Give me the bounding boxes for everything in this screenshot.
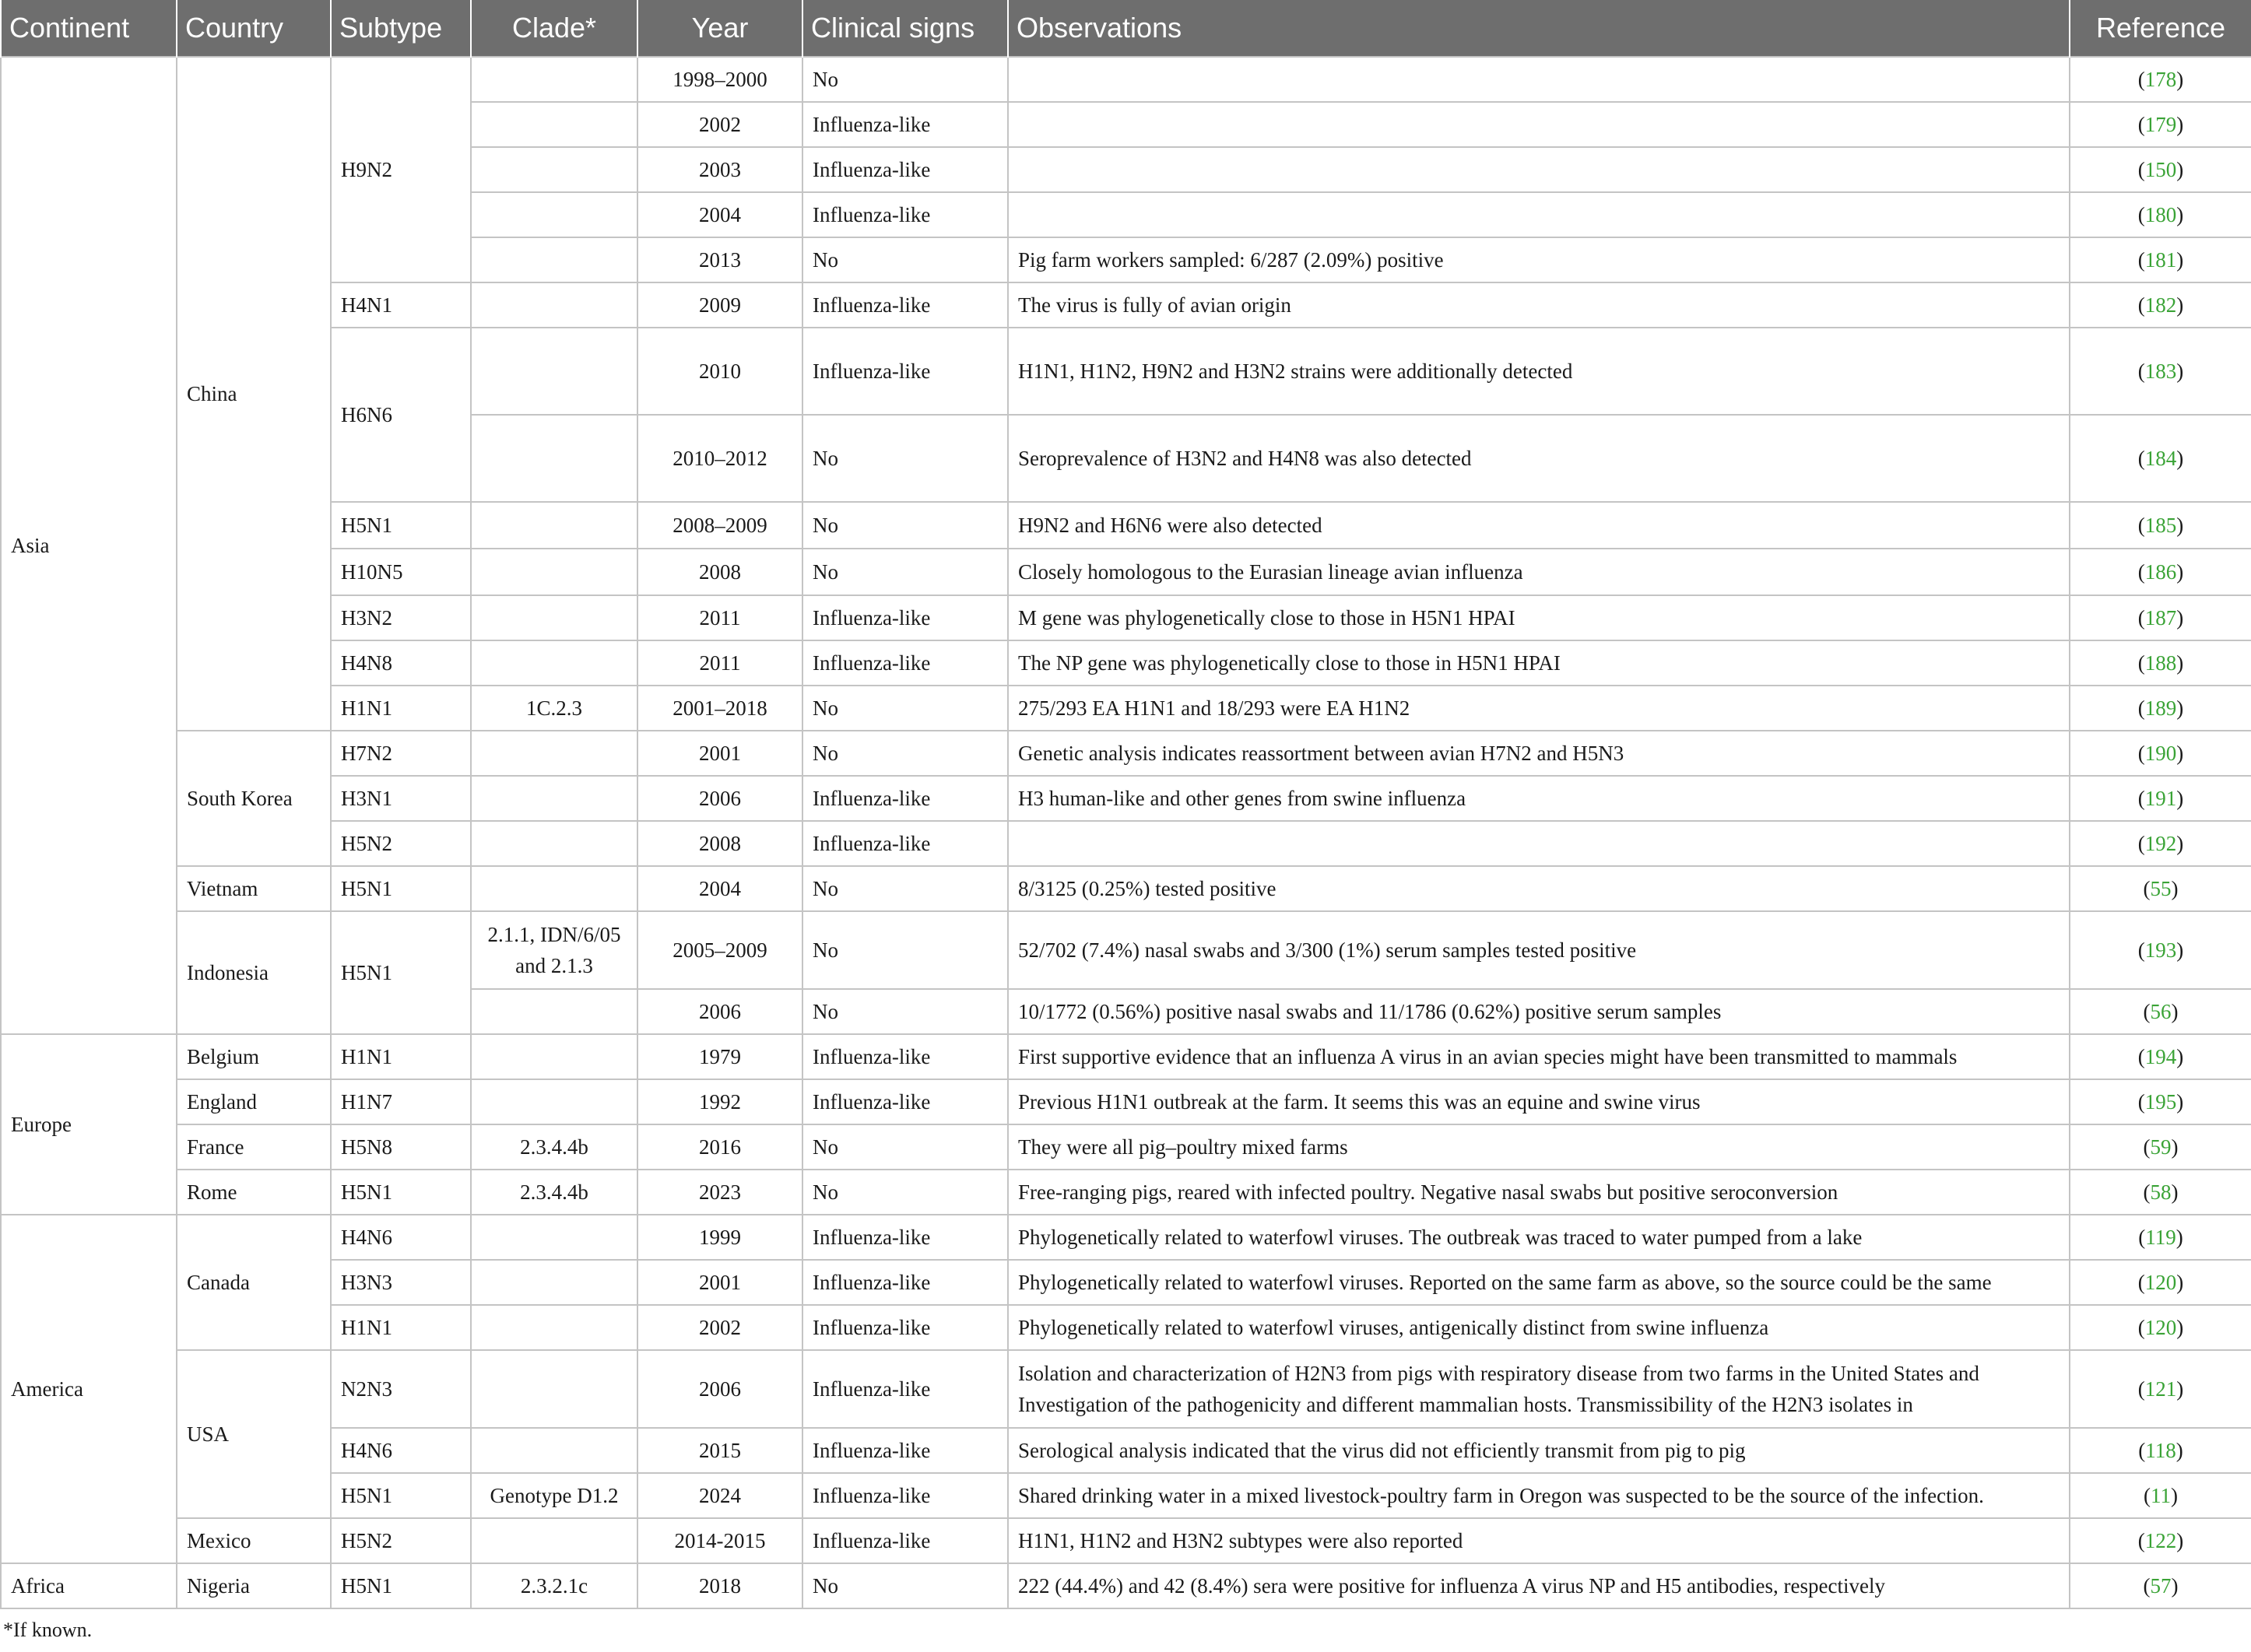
observations-cell: H3 human-like and other genes from swine influenza [1008, 776, 2070, 821]
header-subtype: Subtype [331, 0, 471, 57]
observations-cell: 222 (44.4%) and 42 (8.4%) sera were positive for influenza A virus NP and H5 antibodies, respectively [1008, 1563, 2070, 1608]
observations-cell [1008, 821, 2070, 866]
clinical-signs-cell: Influenza-like [802, 595, 1008, 640]
reference-link[interactable]: 187 [2144, 606, 2177, 630]
reference-link[interactable]: 192 [2144, 832, 2177, 855]
reference-link[interactable]: 120 [2144, 1316, 2177, 1339]
subtype-cell: H4N1 [331, 282, 471, 328]
country-cell: USA [177, 1350, 331, 1518]
subtype-cell: H10N5 [331, 549, 471, 595]
continent-cell: America [1, 1215, 177, 1563]
table-row [1, 595, 2251, 640]
reference-link[interactable]: 120 [2144, 1271, 2177, 1294]
subtype-cell: H7N2 [331, 731, 471, 776]
clinical-signs-cell: Influenza-like [802, 282, 1008, 328]
year-cell: 2001 [637, 1260, 802, 1305]
clinical-signs-cell: Influenza-like [802, 1305, 1008, 1350]
clinical-signs-cell: No [802, 237, 1008, 282]
country-cell: China [177, 57, 331, 731]
table-row [1, 1215, 2251, 1260]
observations-cell: Phylogenetically related to waterfowl viruses. Reported on the same farm as above, so the source could be the same [1008, 1260, 2070, 1305]
country-cell: Rome [177, 1170, 331, 1215]
subtype-cell: H3N3 [331, 1260, 471, 1305]
subtype-cell: H3N2 [331, 595, 471, 640]
reference-link[interactable]: 195 [2144, 1090, 2177, 1114]
reference-cell: (187) [2070, 595, 2251, 640]
table-row [1, 328, 2251, 415]
observations-cell: Genetic analysis indicates reassortment between avian H7N2 and H5N3 [1008, 731, 2070, 776]
observations-cell: Isolation and characterization of H2N3 from pigs with respiratory disease from two farms in the United States and Investigation of the pathogenicity and different mammalian hosts. Transmissibility of the H2N3 isolates in [1008, 1350, 2070, 1428]
subtype-cell: H1N1 [331, 686, 471, 731]
reference-cell: (11) [2070, 1473, 2251, 1518]
subtype-cell: H5N1 [331, 502, 471, 549]
clade-cell [471, 1350, 637, 1428]
year-cell: 2004 [637, 866, 802, 911]
clade-cell [471, 1260, 637, 1305]
clinical-signs-cell: Influenza-like [802, 1473, 1008, 1518]
clinical-signs-cell: Influenza-like [802, 1260, 1008, 1305]
year-cell: 1999 [637, 1215, 802, 1260]
year-cell: 1992 [637, 1079, 802, 1124]
reference-link[interactable]: 186 [2144, 560, 2177, 584]
continent-cell: Asia [1, 57, 177, 1034]
subtype-cell: N2N3 [331, 1350, 471, 1428]
clinical-signs-cell: Influenza-like [802, 776, 1008, 821]
table-row [1, 776, 2251, 821]
observations-cell: 275/293 EA H1N1 and 18/293 were EA H1N2 [1008, 686, 2070, 731]
year-cell: 2002 [637, 1305, 802, 1350]
year-cell: 2003 [637, 147, 802, 192]
year-cell: 2014-2015 [637, 1518, 802, 1563]
reference-cell: (57) [2070, 1563, 2251, 1608]
reference-link[interactable]: 121 [2144, 1377, 2177, 1401]
continent-cell: Europe [1, 1034, 177, 1215]
clade-cell [471, 821, 637, 866]
observations-cell: Serological analysis indicated that the virus did not efficiently transmit from pig to pig [1008, 1428, 2070, 1473]
subtype-cell: H5N8 [331, 1124, 471, 1170]
clinical-signs-cell: No [802, 866, 1008, 911]
clinical-signs-cell: Influenza-like [802, 102, 1008, 147]
year-cell: 2010 [637, 328, 802, 415]
table-row [1, 1124, 2251, 1170]
reference-cell: (181) [2070, 237, 2251, 282]
year-cell: 2013 [637, 237, 802, 282]
clinical-signs-cell: No [802, 1170, 1008, 1215]
subtype-cell: H5N1 [331, 1563, 471, 1608]
clade-cell: 2.3.4.4b [471, 1124, 637, 1170]
subtype-cell: H3N1 [331, 776, 471, 821]
header-continent: Continent [1, 0, 177, 57]
table-row [1, 1350, 2251, 1428]
clinical-signs-cell: No [802, 549, 1008, 595]
reference-cell: (178) [2070, 57, 2251, 102]
clade-cell [471, 328, 637, 415]
reference-cell: (186) [2070, 549, 2251, 595]
reference-cell: (193) [2070, 911, 2251, 989]
header-clinical-signs: Clinical signs [802, 0, 1008, 57]
country-cell: Mexico [177, 1518, 331, 1563]
table-row [1, 1428, 2251, 1473]
year-cell: 2008 [637, 549, 802, 595]
observations-cell: Phylogenetically related to waterfowl viruses. The outbreak was traced to water pumped from a lake [1008, 1215, 2070, 1260]
reference-cell: (185) [2070, 502, 2251, 549]
reference-link[interactable]: 119 [2145, 1226, 2176, 1249]
clinical-signs-cell: No [802, 686, 1008, 731]
subtype-cell: H1N1 [331, 1034, 471, 1079]
clade-cell [471, 1215, 637, 1260]
reference-cell: (59) [2070, 1124, 2251, 1170]
year-cell: 2011 [637, 640, 802, 686]
clinical-signs-cell: No [802, 415, 1008, 502]
table-row [1, 866, 2251, 911]
clade-cell [471, 1428, 637, 1473]
reference-cell: (189) [2070, 686, 2251, 731]
clinical-signs-cell: No [802, 502, 1008, 549]
subtype-cell: H5N1 [331, 911, 471, 1034]
observations-cell: Previous H1N1 outbreak at the farm. It seems this was an equine and swine virus [1008, 1079, 2070, 1124]
observations-cell: Free-ranging pigs, reared with infected poultry. Negative nasal swabs but positive seroconversion [1008, 1170, 2070, 1215]
clade-cell [471, 640, 637, 686]
reference-cell: (190) [2070, 731, 2251, 776]
clinical-signs-cell: No [802, 731, 1008, 776]
clade-cell: 2.3.2.1c [471, 1563, 637, 1608]
observations-cell: Phylogenetically related to waterfowl viruses, antigenically distinct from swine influenza [1008, 1305, 2070, 1350]
country-cell: England [177, 1079, 331, 1124]
clade-cell: 1C.2.3 [471, 686, 637, 731]
clinical-signs-cell: Influenza-like [802, 1079, 1008, 1124]
subtype-cell: H5N1 [331, 1170, 471, 1215]
year-cell: 2001–2018 [637, 686, 802, 731]
clade-cell: 2.1.1, IDN/6/05 and 2.1.3 [471, 911, 637, 989]
reference-link[interactable]: 11 [2151, 1484, 2171, 1507]
year-cell: 2008 [637, 821, 802, 866]
observations-cell [1008, 57, 2070, 102]
header-country: Country [177, 0, 331, 57]
reference-cell: (184) [2070, 415, 2251, 502]
reference-cell: (119) [2070, 1215, 2251, 1260]
year-cell: 2011 [637, 595, 802, 640]
reference-link[interactable]: 185 [2144, 514, 2177, 537]
subtype-cell: H9N2 [331, 57, 471, 282]
reference-cell: (55) [2070, 866, 2251, 911]
subtype-cell: H1N1 [331, 1305, 471, 1350]
clade-cell [471, 1034, 637, 1079]
year-cell: 2018 [637, 1563, 802, 1608]
observations-cell [1008, 192, 2070, 237]
year-cell: 2006 [637, 1350, 802, 1428]
table-row [1, 821, 2251, 866]
clade-cell: 2.3.4.4b [471, 1170, 637, 1215]
clinical-signs-cell: No [802, 1563, 1008, 1608]
year-cell: 1979 [637, 1034, 802, 1079]
clinical-signs-cell: Influenza-like [802, 1215, 1008, 1260]
clade-cell [471, 282, 637, 328]
subtype-cell: H6N6 [331, 328, 471, 502]
clade-cell [471, 415, 637, 502]
observations-cell: H1N1, H1N2, H9N2 and H3N2 strains were additionally detected [1008, 328, 2070, 415]
country-cell: Indonesia [177, 911, 331, 1034]
observations-cell: H9N2 and H6N6 were also detected [1008, 502, 2070, 549]
subtype-cell: H5N1 [331, 866, 471, 911]
header-row [1, 0, 2251, 57]
reference-link[interactable]: 179 [2144, 113, 2177, 136]
observations-cell [1008, 147, 2070, 192]
table-row [1, 640, 2251, 686]
observations-cell: 52/702 (7.4%) nasal swabs and 3/300 (1%) serum samples tested positive [1008, 911, 2070, 989]
table-row [1, 1518, 2251, 1563]
table-row [1, 282, 2251, 328]
reference-link[interactable]: 59 [2150, 1135, 2172, 1159]
reference-link[interactable]: 180 [2144, 203, 2177, 226]
clinical-signs-cell: Influenza-like [802, 328, 1008, 415]
table-row [1, 1305, 2251, 1350]
clade-cell [471, 502, 637, 549]
reference-cell: (180) [2070, 192, 2251, 237]
reference-cell: (191) [2070, 776, 2251, 821]
country-cell: Canada [177, 1215, 331, 1350]
reference-link[interactable]: 184 [2144, 447, 2177, 470]
reference-cell: (122) [2070, 1518, 2251, 1563]
reference-link[interactable]: 118 [2145, 1439, 2176, 1462]
clade-cell [471, 1518, 637, 1563]
subtype-cell: H5N2 [331, 821, 471, 866]
reference-link[interactable]: 193 [2144, 938, 2177, 962]
header-reference: Reference [2070, 0, 2251, 57]
clade-cell [471, 192, 637, 237]
reference-cell: (188) [2070, 640, 2251, 686]
year-cell: 2023 [637, 1170, 802, 1215]
table-row [1, 1034, 2251, 1079]
year-cell: 2015 [637, 1428, 802, 1473]
table-row [1, 502, 2251, 549]
table-row [1, 1563, 2251, 1608]
clade-cell [471, 595, 637, 640]
country-cell: South Korea [177, 731, 331, 866]
header-observations: Observations [1008, 0, 2070, 57]
clinical-signs-cell: Influenza-like [802, 1518, 1008, 1563]
reference-link[interactable]: 57 [2150, 1574, 2172, 1598]
year-cell: 2008–2009 [637, 502, 802, 549]
clinical-signs-cell: No [802, 989, 1008, 1034]
clade-cell: Genotype D1.2 [471, 1473, 637, 1518]
year-cell: 2001 [637, 731, 802, 776]
reference-link[interactable]: 191 [2144, 787, 2177, 810]
table-row [1, 731, 2251, 776]
reference-cell: (182) [2070, 282, 2251, 328]
reference-link[interactable]: 55 [2150, 877, 2172, 900]
reference-link[interactable]: 182 [2144, 293, 2177, 317]
clade-cell [471, 1079, 637, 1124]
reference-link[interactable]: 183 [2144, 360, 2177, 383]
year-cell: 2005–2009 [637, 911, 802, 989]
reference-link[interactable]: 56 [2150, 1000, 2172, 1023]
table-row [1, 911, 2251, 989]
clinical-signs-cell: No [802, 911, 1008, 989]
clade-cell [471, 237, 637, 282]
clinical-signs-cell: No [802, 57, 1008, 102]
table-row [1, 57, 2251, 102]
reference-link[interactable]: 181 [2144, 248, 2177, 272]
reference-cell: (194) [2070, 1034, 2251, 1079]
year-cell: 2006 [637, 776, 802, 821]
clinical-signs-cell: Influenza-like [802, 192, 1008, 237]
year-cell: 2024 [637, 1473, 802, 1518]
reference-cell: (56) [2070, 989, 2251, 1034]
year-cell: 2002 [637, 102, 802, 147]
clade-cell [471, 102, 637, 147]
country-cell: France [177, 1124, 331, 1170]
observations-cell: H1N1, H1N2 and H3N2 subtypes were also reported [1008, 1518, 2070, 1563]
clinical-signs-cell: Influenza-like [802, 1350, 1008, 1428]
clinical-signs-cell: Influenza-like [802, 821, 1008, 866]
observations-cell: Closely homologous to the Eurasian lineage avian influenza [1008, 549, 2070, 595]
year-cell: 2010–2012 [637, 415, 802, 502]
reference-cell: (192) [2070, 821, 2251, 866]
observations-cell: Pig farm workers sampled: 6/287 (2.09%) positive [1008, 237, 2070, 282]
observations-cell: The NP gene was phylogenetically close to those in H5N1 HPAI [1008, 640, 2070, 686]
reference-link[interactable]: 189 [2144, 696, 2177, 720]
year-cell: 2016 [637, 1124, 802, 1170]
clinical-signs-cell: Influenza-like [802, 640, 1008, 686]
clinical-signs-cell: Influenza-like [802, 1034, 1008, 1079]
reference-cell: (183) [2070, 328, 2251, 415]
observations-cell: 8/3125 (0.25%) tested positive [1008, 866, 2070, 911]
reference-cell: (120) [2070, 1260, 2251, 1305]
reference-cell: (179) [2070, 102, 2251, 147]
observations-cell: Shared drinking water in a mixed livestock-poultry farm in Oregon was suspected to be the source of the infection. [1008, 1473, 2070, 1518]
year-cell: 2006 [637, 989, 802, 1034]
clade-cell [471, 57, 637, 102]
reference-cell: (121) [2070, 1350, 2251, 1428]
year-cell: 2004 [637, 192, 802, 237]
subtype-cell: H5N1 [331, 1473, 471, 1518]
clinical-signs-cell: Influenza-like [802, 147, 1008, 192]
subtype-cell: H4N8 [331, 640, 471, 686]
reference-link[interactable]: 122 [2144, 1529, 2177, 1552]
reference-cell: (150) [2070, 147, 2251, 192]
observations-cell: The virus is fully of avian origin [1008, 282, 2070, 328]
reference-link[interactable]: 188 [2144, 651, 2177, 675]
observations-cell: 10/1772 (0.56%) positive nasal swabs and 11/1786 (0.62%) positive serum samples [1008, 989, 2070, 1034]
country-cell: Belgium [177, 1034, 331, 1079]
continent-cell: Africa [1, 1563, 177, 1608]
country-cell: Vietnam [177, 866, 331, 911]
clade-cell [471, 989, 637, 1034]
country-cell: Nigeria [177, 1563, 331, 1608]
year-cell: 2009 [637, 282, 802, 328]
table-row [1, 686, 2251, 731]
table-row [1, 1473, 2251, 1518]
clade-cell [471, 776, 637, 821]
table-row [1, 1260, 2251, 1305]
table-row [1, 1079, 2251, 1124]
observations-cell: First supportive evidence that an influenza A virus in an avian species might have been transmitted to mammals [1008, 1034, 2070, 1079]
clade-cell [471, 1305, 637, 1350]
reference-link[interactable]: 178 [2144, 68, 2177, 91]
reference-link[interactable]: 194 [2144, 1045, 2177, 1068]
subtype-cell: H1N7 [331, 1079, 471, 1124]
reference-cell: (120) [2070, 1305, 2251, 1350]
observations-cell: Seroprevalence of H3N2 and H4N8 was also detected [1008, 415, 2070, 502]
subtype-cell: H4N6 [331, 1428, 471, 1473]
clade-cell [471, 549, 637, 595]
reference-cell: (118) [2070, 1428, 2251, 1473]
observations-cell: M gene was phylogenetically close to those in H5N1 HPAI [1008, 595, 2070, 640]
reference-link[interactable]: 190 [2144, 742, 2177, 765]
reference-cell: (195) [2070, 1079, 2251, 1124]
header-clade: Clade* [471, 0, 637, 57]
clade-cell [471, 147, 637, 192]
header-year: Year [637, 0, 802, 57]
reference-link[interactable]: 58 [2150, 1180, 2172, 1204]
observations-cell [1008, 102, 2070, 147]
clade-cell [471, 731, 637, 776]
observations-cell: They were all pig–poultry mixed farms [1008, 1124, 2070, 1170]
clade-cell [471, 866, 637, 911]
table-row [1, 1170, 2251, 1215]
reference-cell: (58) [2070, 1170, 2251, 1215]
subtype-cell: H5N2 [331, 1518, 471, 1563]
table-footnote: *If known. [3, 1619, 93, 1641]
subtype-cell: H4N6 [331, 1215, 471, 1260]
clinical-signs-cell: No [802, 1124, 1008, 1170]
reference-link[interactable]: 150 [2144, 158, 2177, 181]
clinical-signs-cell: Influenza-like [802, 1428, 1008, 1473]
year-cell: 1998–2000 [637, 57, 802, 102]
table-row [1, 549, 2251, 595]
